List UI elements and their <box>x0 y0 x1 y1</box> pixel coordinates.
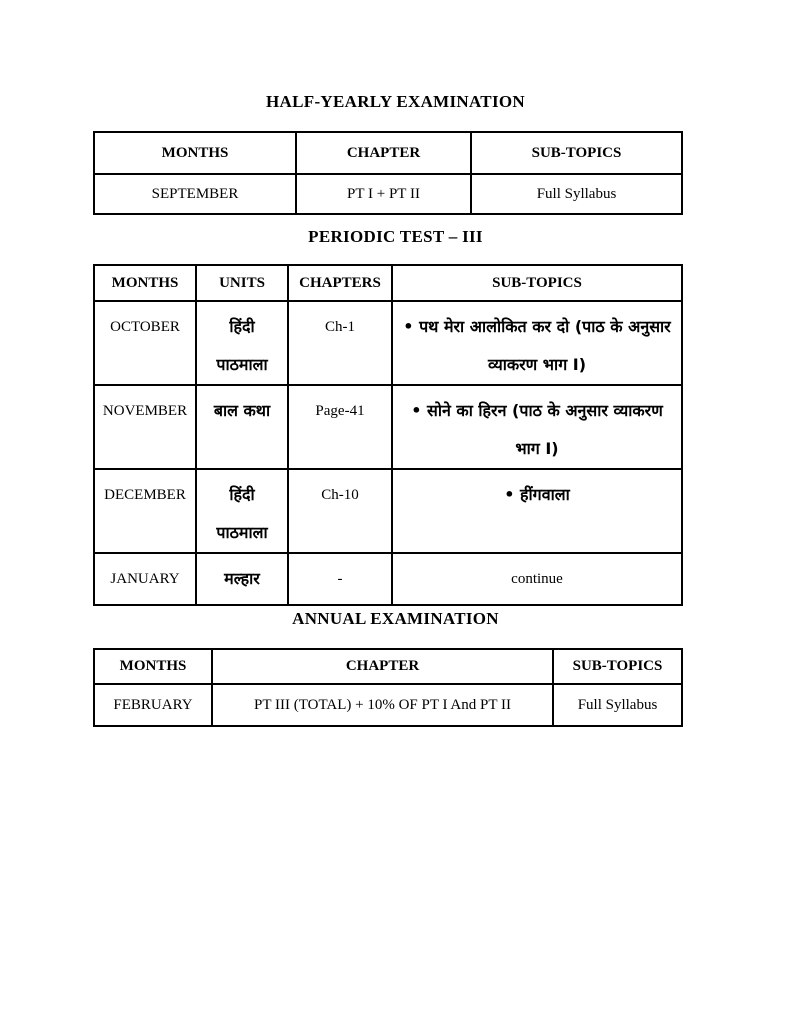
sub-topics-header: SUB-TOPICS <box>553 649 682 684</box>
periodic-test-table <box>93 264 683 606</box>
unit-cell: बाल कथा <box>196 385 288 469</box>
unit-cell: हिंदी पाठमाला <box>196 469 288 553</box>
table-row-november <box>94 385 682 469</box>
units-header: UNITS <box>196 265 288 301</box>
sub-topics-header: SUB-TOPICS <box>392 265 682 301</box>
sub-topics-header: SUB-TOPICS <box>471 132 682 174</box>
unit-cell: हिंदी पाठमाला <box>196 301 288 385</box>
periodic-test-title: PERIODIC TEST – III <box>308 227 483 246</box>
chapter-cell: PT III (TOTAL) + 10% OF PT I And PT II <box>212 684 553 726</box>
chapter-cell: Ch-10 <box>288 469 392 553</box>
annual-examination-table <box>93 648 683 727</box>
table-row-december <box>94 469 682 553</box>
chapter-header: CHAPTER <box>212 649 553 684</box>
table-row <box>94 684 682 726</box>
subtopics-cell: Full Syllabus <box>553 684 682 726</box>
month-cell: OCTOBER <box>94 301 196 385</box>
subtopics-cell: • सोने का हिरन (पाठ के अनुसार व्याकरण भाग I) <box>392 385 682 469</box>
month-cell: DECEMBER <box>94 469 196 553</box>
chapter-cell: - <box>288 553 392 605</box>
month-cell: NOVEMBER <box>94 385 196 469</box>
subtopics-cell: continue <box>392 553 682 605</box>
chapter-cell: Ch-1 <box>288 301 392 385</box>
table-row-october <box>94 301 682 385</box>
annual-examination-title: ANNUAL EXAMINATION <box>292 609 499 628</box>
chapter-cell: PT I + PT II <box>296 174 471 214</box>
table-header-row <box>94 265 682 301</box>
half-yearly-examination-title: HALF-YEARLY EXAMINATION <box>266 92 525 111</box>
table-row <box>94 174 682 214</box>
half-yearly-table <box>93 131 683 215</box>
table-row-january <box>94 553 682 605</box>
months-header: MONTHS <box>94 265 196 301</box>
month-cell: FEBRUARY <box>94 684 212 726</box>
months-header: MONTHS <box>94 132 296 174</box>
subtopics-cell: • पथ मेरा आलोकित कर दो (पाठ के अनुसार व्याकरण भाग I) <box>392 301 682 385</box>
table-header-row <box>94 649 682 684</box>
chapter-cell: Page-41 <box>288 385 392 469</box>
subtopics-cell: • हींगवाला <box>392 469 682 553</box>
chapters-header: CHAPTERS <box>288 265 392 301</box>
month-cell: JANUARY <box>94 553 196 605</box>
subtopics-cell: Full Syllabus <box>471 174 682 214</box>
unit-cell: मल्हार <box>196 553 288 605</box>
chapter-header: CHAPTER <box>296 132 471 174</box>
months-header: MONTHS <box>94 649 212 684</box>
month-cell: SEPTEMBER <box>94 174 296 214</box>
table-header-row <box>94 132 682 174</box>
